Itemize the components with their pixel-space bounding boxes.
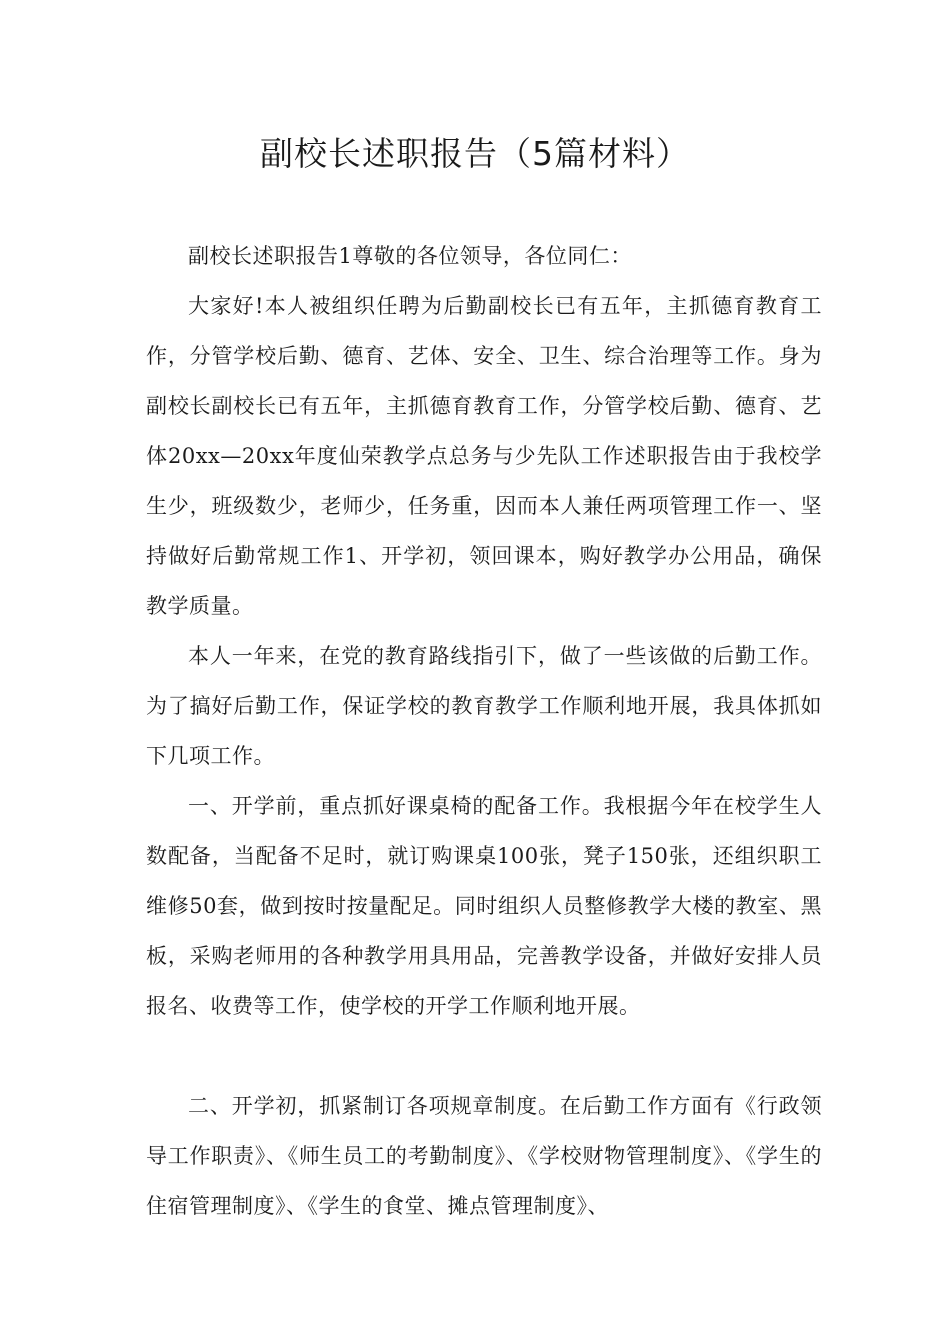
document-title: 副校长述职报告（5篇材料） (260, 134, 690, 173)
document-body-continued (146, 1081, 822, 1231)
document-body (146, 231, 822, 1031)
paragraph-section-two: 二、开学初，抓紧制订各项规章制度。在后勤工作方面有《行政领导工作职责》、《师生员工的考勤制度》、《学校财物管理制度》、《学生的住宿管理制度》、《学生的食堂、摊点管理制度》、 (146, 1094, 822, 1218)
paragraph-overview: 本人一年来，在党的教育路线指引下，做了一些该做的后勤工作。为了搞好后勤工作，保证学校的教育教学工作顺利地开展，我具体抓如下几项工作。 (146, 644, 822, 768)
paragraph-introduction: 大家好!本人被组织任聘为后勤副校长已有五年，主抓德育教育工作，分管学校后勤、德育、艺体、安全、卫生、综合治理等工作。身为副校长副校长已有五年，主抓德育教育工作，分管学校后勤、德育、艺体20xx—20xx年度仙荣教学点总务与少先队工作述职报告由于我校学生少，班级数少，老师少，任务重，因而本人兼任两项管理工作一、坚持做好后勤常规工作1、开学初，领回课本，购好教学办公用品，确保教学质量。 (146, 294, 822, 618)
paragraph-salutation: 副校长述职报告1尊敬的各位领导，各位同仁： (188, 244, 632, 268)
paragraph-section-one: 一、开学前，重点抓好课桌椅的配备工作。我根据今年在校学生人数配备，当配备不足时，就订购课桌100张，凳子150张，还组织职工维修50套，做到按时按量配足。同时组织人员整修教学大楼的教室、黑板，采购老师用的各种教学用具用品，完善教学设备，并做好安排人员报名、收费等工作，使学校的开学工作顺利地开展。 (146, 794, 822, 1018)
